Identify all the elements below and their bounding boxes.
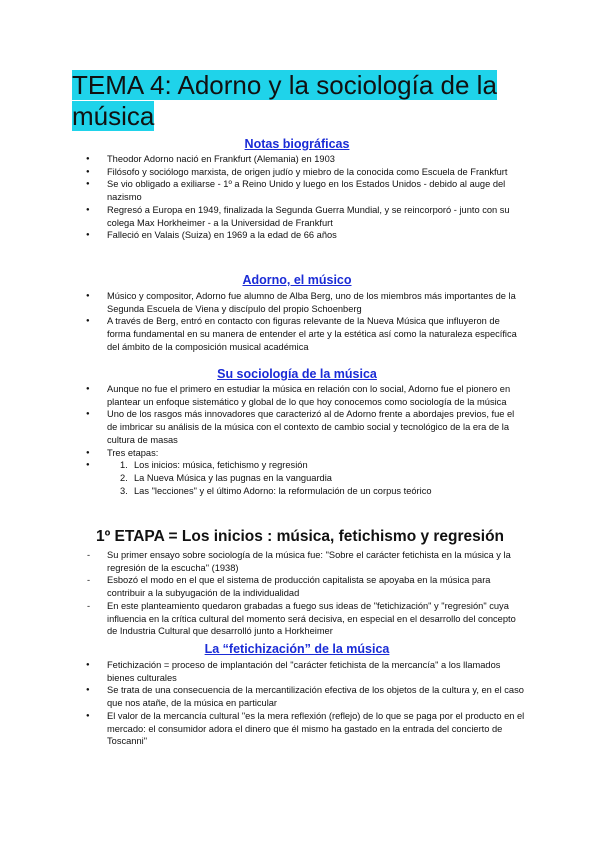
stage-text: Las "lecciones" y el último Adorno: la reformulación de un corpus teórico (134, 485, 432, 496)
stages-container (86, 459, 526, 497)
stage-item (86, 472, 526, 485)
list-item: ● Uno de los rasgos más innovadores que caracterizó al de Adorno frente a abordajes previos, fue el de imbricar su análisis de la música con el contexto de cambio social y tecnológico de la era de la cultura de masas (86, 408, 526, 446)
list-item: - En este planteamiento quedaron grabadas a fuego sus ideas de "fetichización" y "regresión" cuya influencia en la crítica cultural del momento será decisiva, en especial en el desarrollo del concepto de Industria Cultural que desarrolló junto a Horkheimer (86, 600, 526, 638)
stage-text: La Nueva Música y las pugnas en la vanguardia (134, 472, 332, 483)
list-item: ● A través de Berg, entró en contacto con figuras relevante de la Nueva Música que influyeron de forma fundamental en su manera de entender el arte y la estética así como la naturaleza específica del ámbito de la composición musical académica (86, 315, 526, 353)
bullet-list-notas-biograficas (86, 153, 526, 242)
section-heading-primera-etapa: 1º ETAPA = Los inicios : música, fetichismo y regresión (95, 528, 505, 545)
list-item: ● Tres etapas: (86, 447, 526, 460)
list-item: ● Falleció en Valais (Suiza) en 1969 a la edad de 66 años (86, 229, 526, 242)
list-item: ● Se vio obligado a exiliarse - 1º a Reino Unido y luego en los Estados Unidos - debido al auge del nazismo (86, 178, 526, 203)
stage-item (86, 485, 526, 498)
stage-text: Los inicios: música, fetichismo y regresión (134, 460, 308, 471)
stage-number: ● 1. (120, 460, 128, 471)
list-item: ● Theodor Adorno nació en Frankfurt (Alemania) en 1903 (86, 153, 526, 166)
stage-number: 3. (120, 485, 128, 496)
list-item: ● Fetichización = proceso de implantación del "carácter fetichista de la mercancía" a los llamados bienes culturales (86, 659, 526, 684)
list-item: ● Filósofo y sociólogo marxista, de origen judío y miebro de la conocida como Escuela de Frankfurt (86, 166, 526, 179)
page-title: TEMA 4: Adorno y la sociología de la música (72, 70, 497, 131)
list-item: ● Se trata de una consecuencia de la mercantilización efectiva de los objetos de la cultura y, en el caso que nos atañe, de la música en particular (86, 684, 526, 709)
bullet-list-sociologia-musica (86, 383, 526, 497)
bullet-list-fetichizacion (86, 659, 526, 748)
list-item: ● Regresó a Europa en 1949, finalizada la Segunda Guerra Mundial, y se reincorporó - junto con su colega Max Horkheimer - a la Universidad de Frankfurt (86, 204, 526, 229)
list-item: ● Aunque no fue el primero en estudiar la música en relación con lo social, Adorno fue el pionero en plantear un enfoque sistemático y global de lo que hoy conocemos como sociología de la música (86, 383, 526, 408)
list-item: - Esbozó el modo en el que el sistema de producción capitalista se apoyaba en la música para contribuir a la subyugación de la individualidad (86, 574, 526, 599)
section-heading-sociologia-musica: Su sociología de la música (217, 367, 377, 381)
list-item: - Su primer ensayo sobre sociología de la música fue: "Sobre el carácter fetichista en la música y la regresión de la escucha" (1938) (86, 549, 526, 574)
dash-list-primera-etapa (86, 549, 526, 638)
section-heading-notas-biograficas: Notas biográficas (244, 137, 350, 151)
stage-number: 2. (120, 472, 128, 483)
stages-numbered-list (86, 459, 526, 497)
list-item: ● Músico y compositor, Adorno fue alumno de Alba Berg, uno de los miembros más importantes de la Segunda Escuela de Viena y discípulo del propio Schoenberg (86, 290, 526, 315)
section-heading-fetichizacion: La “fetichización” de la música (204, 642, 390, 656)
list-item: ● El valor de la mercancía cultural "es la mera reflexión (reflejo) de lo que se paga por el producto en el mercado: el consumidor adora el dinero que él mismo ha gastado en la entrada del concierto de Toscanni" (86, 710, 526, 748)
stage-item (86, 459, 526, 472)
bullet-list-adorno-musico (86, 290, 526, 354)
section-heading-adorno-musico: Adorno, el músico (242, 273, 352, 287)
